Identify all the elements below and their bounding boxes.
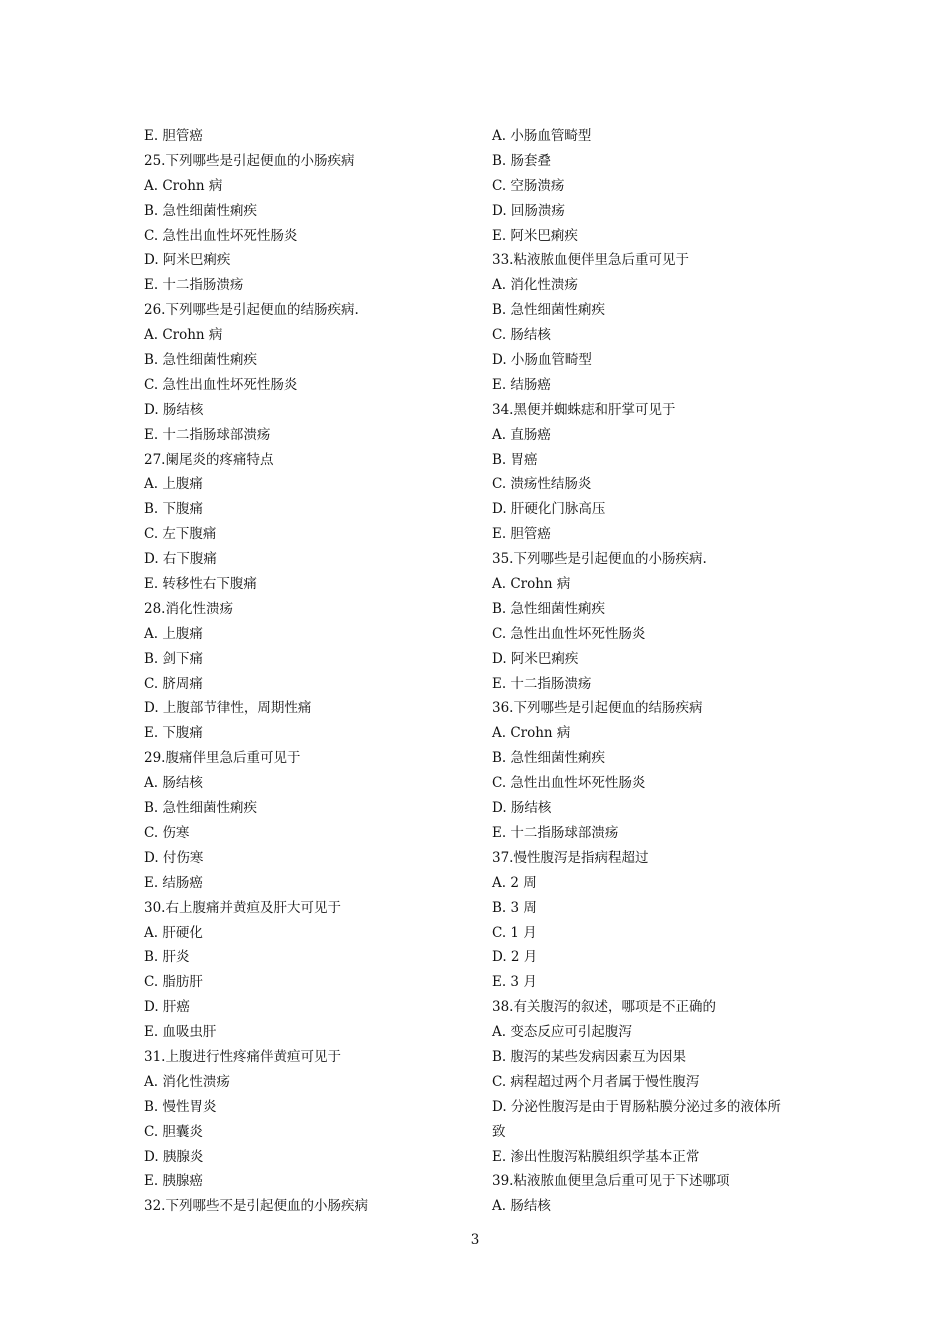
- text-line: A. 2 周: [492, 874, 537, 891]
- text-line: D. 阿米巴痢疾: [144, 252, 231, 269]
- text-line: C. 空肠溃疡: [492, 177, 565, 194]
- text-line: C. 伤寒: [144, 824, 190, 841]
- text-line: B. 剑下痛: [144, 650, 204, 667]
- text-line: B. 急性细菌性痢疾: [144, 800, 258, 817]
- text-line: E. 下腹痛: [144, 725, 203, 742]
- text-line: B. 下腹痛: [144, 501, 204, 518]
- text-line: D. 回肠溃疡: [492, 202, 565, 219]
- text-line: C. 肠结核: [492, 327, 551, 344]
- text-line: D. 分泌性腹泻是由于胃肠粘膜分泌过多的液体所: [492, 1098, 781, 1115]
- text-line: D. 右下腹痛: [144, 551, 217, 568]
- text-line: B. 急性细菌性痢疾: [492, 302, 606, 319]
- text-line: B. 肝炎: [144, 949, 190, 966]
- text-line: D. 肝硬化门脉高压: [492, 501, 606, 518]
- text-line: C. 急性出血性坏死性肠炎: [144, 376, 298, 393]
- text-line: 34.黑便并蜘蛛痣和肝掌可见于: [492, 401, 676, 418]
- text-line: 39.粘液脓血便里急后重可见于下述哪项: [492, 1173, 730, 1190]
- text-line: B. 腹泻的某些发病因素互为因果: [492, 1048, 687, 1065]
- text-line: C. 脐周痛: [144, 675, 203, 692]
- text-line: D. 付伤寒: [144, 849, 204, 866]
- text-line: C. 溃疡性结肠炎: [492, 476, 592, 493]
- text-line: E. 3 月: [492, 974, 537, 991]
- text-line: D. 上腹部节律性，周期性痛: [144, 700, 312, 717]
- left-column: [144, 124, 464, 1219]
- text-line: 37.慢性腹泻是指病程超过: [492, 849, 649, 866]
- text-line: 30.右上腹痛并黄疸及肝大可见于: [144, 899, 341, 916]
- page-number: 3: [470, 1232, 480, 1248]
- text-line: 31.上腹进行性疼痛伴黄疸可见于: [144, 1048, 341, 1065]
- text-line: A. 消化性溃疡: [492, 277, 578, 294]
- text-line: D. 肠结核: [144, 401, 204, 418]
- text-line: 25.下列哪些是引起便血的小肠疾病: [144, 152, 355, 169]
- text-line: D. 胰腺炎: [144, 1148, 204, 1165]
- text-line: 36.下列哪些是引起便血的结肠疾病: [492, 700, 703, 717]
- text-line: E. 胰腺癌: [144, 1173, 203, 1190]
- text-line: B. 急性细菌性痢疾: [492, 750, 606, 767]
- text-line: C. 急性出血性坏死性肠炎: [492, 775, 646, 792]
- text-line: E. 十二指肠球部溃疡: [144, 426, 271, 443]
- text-line: 致: [492, 1123, 506, 1140]
- text-line: E. 十二指肠溃疡: [492, 675, 592, 692]
- text-line: 26.下列哪些是引起便血的结肠疾病.: [144, 302, 359, 319]
- text-line: E. 阿米巴痢疾: [492, 227, 578, 244]
- text-line: E. 十二指肠溃疡: [144, 277, 244, 294]
- text-line: 38.有关腹泻的叙述，哪项是不正确的: [492, 999, 716, 1016]
- text-line: E. 血吸虫肝: [144, 1024, 217, 1041]
- text-line: A. 直肠癌: [492, 426, 551, 443]
- text-line: B. 慢性胃炎: [144, 1098, 217, 1115]
- right-column: [492, 124, 812, 1219]
- text-line: A. 上腹痛: [144, 476, 203, 493]
- text-line: B. 肠套叠: [492, 152, 552, 169]
- text-line: 35.下列哪些是引起便血的小肠疾病.: [492, 551, 707, 568]
- text-line: A. 变态反应可引起腹泻: [492, 1024, 632, 1041]
- text-line: 29.腹痛伴里急后重可见于: [144, 750, 301, 767]
- text-line: E. 渗出性腹泻粘膜组织学基本正常: [492, 1148, 700, 1165]
- text-line: E. 转移性右下腹痛: [144, 576, 257, 593]
- text-line: C. 脂肪肝: [144, 974, 203, 991]
- text-line: D. 肝癌: [144, 999, 190, 1016]
- text-line: C. 病程超过两个月者属于慢性腹泻: [492, 1073, 700, 1090]
- text-line: B. 急性细菌性痢疾: [144, 202, 258, 219]
- text-line: A. 肠结核: [144, 775, 203, 792]
- text-line: 33.粘液脓血便伴里急后重可见于: [492, 252, 689, 269]
- text-line: E. 胆管癌: [144, 128, 203, 144]
- text-line: D. 肠结核: [492, 800, 552, 817]
- text-line: B. 3 周: [492, 899, 537, 916]
- text-line: A. 小肠血管畸型: [492, 128, 592, 144]
- text-line: E. 结肠癌: [144, 874, 203, 891]
- text-line: A. Crohn 病: [492, 725, 571, 742]
- text-line: E. 十二指肠球部溃疡: [492, 824, 619, 841]
- text-line: D. 2 月: [492, 949, 538, 966]
- text-line: 28.消化性溃疡: [144, 600, 233, 617]
- text-line: B. 胃癌: [492, 451, 538, 468]
- text-line: A. 消化性溃疡: [144, 1073, 230, 1090]
- text-line: C. 胆囊炎: [144, 1123, 203, 1140]
- text-line: B. 急性细菌性痢疾: [492, 600, 606, 617]
- text-line: A. Crohn 病: [144, 177, 223, 194]
- text-line: E. 结肠癌: [492, 376, 551, 393]
- text-line: C. 急性出血性坏死性肠炎: [144, 227, 298, 244]
- text-line: B. 急性细菌性痢疾: [144, 352, 258, 369]
- text-line: A. Crohn 病: [492, 576, 571, 593]
- text-line: C. 左下腹痛: [144, 526, 217, 543]
- text-line: A. Crohn 病: [144, 327, 223, 344]
- text-line: C. 急性出血性坏死性肠炎: [492, 625, 646, 642]
- text-line: D. 阿米巴痢疾: [492, 650, 579, 667]
- text-line: C. 1 月: [492, 924, 537, 941]
- text-line: 27.阑尾炎的疼痛特点: [144, 451, 274, 468]
- text-line: 32.下列哪些不是引起便血的小肠疾病: [144, 1198, 368, 1215]
- text-line: E. 胆管癌: [492, 526, 551, 543]
- text-line: D. 小肠血管畸型: [492, 352, 592, 369]
- text-line: A. 肠结核: [492, 1198, 551, 1215]
- text-line: A. 上腹痛: [144, 625, 203, 642]
- text-line: A. 肝硬化: [144, 924, 203, 941]
